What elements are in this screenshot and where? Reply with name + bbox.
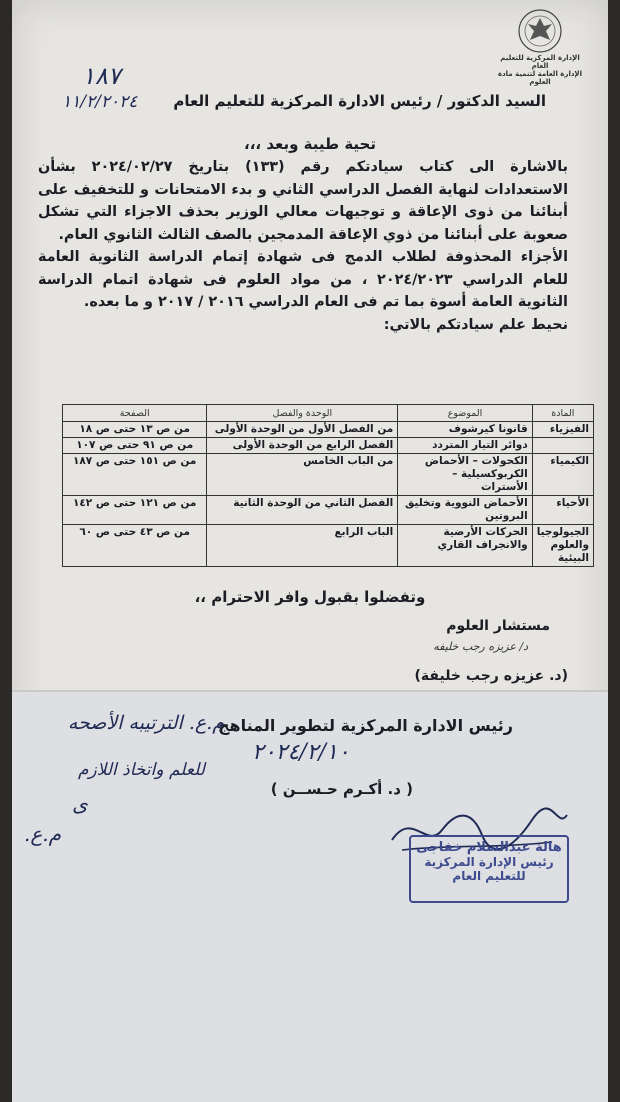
handwritten-note-1: م.ع. الترتيبه الأصحه [67,712,224,734]
cell-topic: الكحولات – الأحماض الكربوكسيلية – الأسترات [398,454,532,496]
table-row [63,422,594,438]
cell-topic: الأحماض النووية وتخليق البروتين [398,496,532,525]
cell-subject: الكيمياء [532,454,593,496]
table-row [63,525,594,567]
table-header-row [63,405,594,422]
cell-unit: الفصل الثاني من الوحدة الثانية [207,496,398,525]
header-topic: الموضوع [398,405,532,422]
letterhead-line-1: الإدارة المركزية للتعليم العام [500,54,580,70]
cell-page: من ص ١٥١ حتى ص ١٨٧ [63,454,207,496]
cell-subject: الأحياء [532,496,593,525]
body-paragraph-2: الأجزاء المحذوفة لطلاب الدمج فى شهادة إتمام الدراسة الثانوية العامة للعام الدراسي ٢٠٢٤/٢٠٢٣ ، من مواد العلوم فى شهادة اتمام الدراسة الثانوية العامة أسوة بما تم فى العام الدراسي ٢٠١٦ / ٢٠١٧ و ما بعده. [38,249,568,310]
cell-page: من ص ٤٣ حتى ص ٦٠ [63,525,207,567]
egypt-eagle-icon [517,8,563,54]
cell-page: من ص ١٢١ حتى ص ١٤٢ [63,496,207,525]
cell-unit: الباب الرابع [207,525,398,567]
stamp-line-3: للتعليم العام [452,869,526,883]
handwritten-code: م.ع. [24,822,62,846]
letterhead-line-2: الإدارة العامة لتنمية مادة العلوم [497,70,583,86]
stamp-name: هالة عبدالسلام خفاجى [416,840,562,855]
table-row [63,496,594,525]
advisor-title: مستشار العلوم [446,618,550,634]
advisor-signature: د/ عزيزه رجب خليفه [433,640,528,653]
document-page [12,0,608,1102]
curriculum-head-name: ( د. أكـرم حـســن ) [270,780,413,798]
cell-topic: قانونا كيرشوف [398,422,532,438]
cell-topic: الحركات الأرضية والانجراف القاري [398,525,532,567]
body-paragraph-3: نحيط علم سيادتكم بالاتي: [383,316,568,333]
cell-topic: دوائر التيار المتردد [398,438,532,454]
cell-page: من ص ١٣ حتى ص ١٨ [63,422,207,438]
official-stamp [409,835,569,903]
addressee: السيد الدكتور / رئيس الادارة المركزية للتعليم العام [173,92,546,110]
handwritten-date-2: ٢٠٢٤/٢/١٠ [252,740,350,765]
curriculum-head-title: رئيس الادارة المركزية لتطوير المناهج [217,716,513,735]
cell-unit: من الفصل الأول من الوحدة الأولى [207,422,398,438]
body-paragraph-1: بالاشارة الى كتاب سيادتكم رقم (١٣٣) بتاريخ ٢٠٢٤/٠٢/٢٧ بشأن الاستعدادات لنهاية الفصل الدراسي الثاني و بدء الامتحانات و للتخفيف على أبنائنا من ذوى الإعاقة و توجيهات معالي الوزير بحذف الاجزاء التي تشكل صعوبة على أبنائنا من ذوي الإعاقة المدمجين بالصف الثالث الثانوي العام. [38,159,568,243]
stamp-line-2: رئيس الإدارة المركزية [424,855,554,869]
cell-unit: من الباب الخامس [207,454,398,496]
cell-page: من ص ٩١ حتى ص ١٠٧ [63,438,207,454]
letterhead [494,8,586,94]
cell-subject: الفيزياء [532,422,593,438]
handwritten-ref-date: ١١/٢/٢٠٢٤ [62,92,138,112]
letter-body [38,156,568,336]
cell-unit: الفصل الرابع من الوحدة الأولى [207,438,398,454]
header-unit: الوحدة والفصل [207,405,398,422]
handwritten-ref-number: ١٨٧ [82,62,121,90]
closing-line: وتفضلوا بقبول وافر الاحترام ،، [194,588,426,606]
cell-subject [532,438,593,454]
handwritten-mark: ى [72,792,88,816]
greeting: تحية طيبة وبعد ،،، [244,135,376,153]
cell-subject: الجيولوجيا والعلوم البيئية [532,525,593,567]
header-page: الصفحة [63,405,207,422]
table-row [63,454,594,496]
page-fold [12,690,608,692]
handwritten-note-2: للعلم واتخاذ اللازم [78,760,205,780]
deleted-parts-table [62,404,594,567]
header-subject: المادة [532,405,593,422]
table-row [63,438,594,454]
advisor-name: (د. عزيزه رجب خليفة) [414,668,568,684]
